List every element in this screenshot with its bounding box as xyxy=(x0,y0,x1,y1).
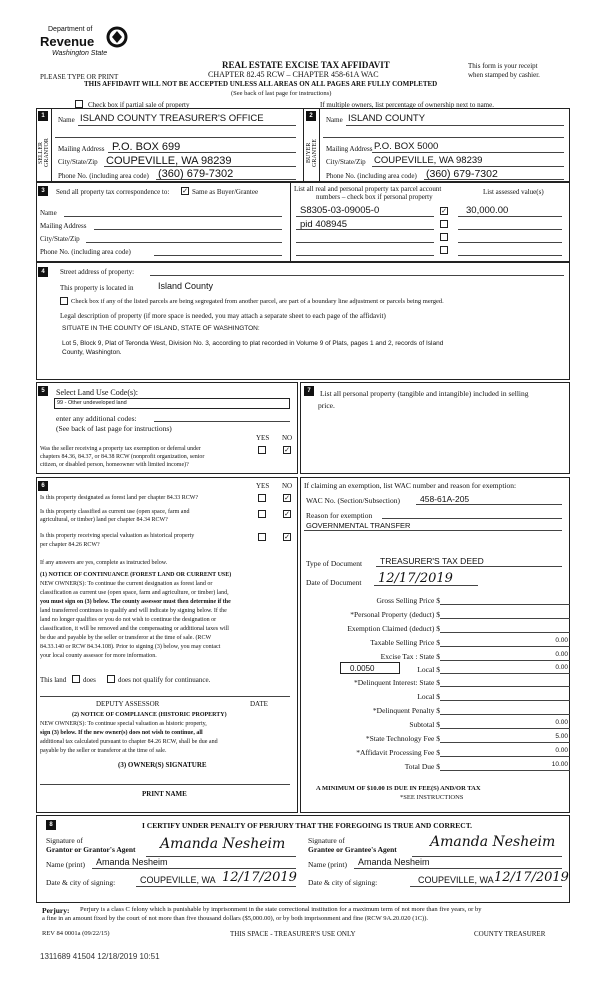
grantor-sig-label2: Grantor or Grantor's Agent xyxy=(46,845,136,854)
date-of-document-value[interactable]: 12/17/2019 xyxy=(378,571,453,586)
recording-stamp: 1311689 41504 12/18/2019 10:51 xyxy=(40,952,160,961)
deputy-assessor-label: DEPUTY ASSESSOR xyxy=(96,700,160,708)
partial-sale-checkbox[interactable] xyxy=(75,100,83,108)
calc-value-subtotal[interactable]: 0.00 xyxy=(555,719,568,726)
legal-description-line2[interactable]: County, Washington. xyxy=(62,349,122,356)
parcel-header-1: List all real and personal property tax parcel account xyxy=(294,185,442,193)
type-of-document-value[interactable]: TREASURER'S TAX DEED xyxy=(380,556,484,566)
form-revision: REV 84 0001a (09/22/15) xyxy=(42,930,110,937)
segregated-label: Check box if any of the listed parcels are being segregated from another parcel, are part of a boundary line adjustment or parcels being merged. xyxy=(71,298,444,305)
calc-label-processing-fee: *Affidavit Processing Fee $ xyxy=(356,748,440,757)
sec6-q3-no-checkbox[interactable]: ✓ xyxy=(284,533,290,541)
section-5-number: 5 xyxy=(38,386,48,396)
grantee-name-label: Name (print) xyxy=(308,860,347,869)
section-8-number: 8 xyxy=(46,820,56,830)
see-instructions-note: *SEE INSTRUCTIONS xyxy=(400,794,464,801)
perjury-label: Perjury: xyxy=(42,906,70,915)
calc-label-exemption: Exemption Claimed (deduct) $ xyxy=(347,624,440,633)
partial-sale-label: Check box if partial sale of property xyxy=(88,101,190,109)
sec6-q1-no-checkbox[interactable]: ✓ xyxy=(284,494,290,502)
calc-value-excise-local[interactable]: 0.00 xyxy=(555,664,568,671)
land-does-not-checkbox[interactable] xyxy=(107,675,115,683)
calc-value-total-due[interactable]: 10.00 xyxy=(551,761,568,768)
sec6-q1-yes-checkbox[interactable] xyxy=(258,494,266,502)
notice1-line-8: your local county assessor for more information. xyxy=(40,653,157,659)
perjury-line1: Perjury is a class C felony which is punishable by imprisonment in the state correctional institution for a maximum term of not more than five years, or by xyxy=(80,906,482,913)
section-1-number: 1 xyxy=(38,111,48,121)
buyer-city-value[interactable]: COUPEVILLE, WA 98239 xyxy=(374,155,483,166)
calc-label-technology-fee: *State Technology Fee $ xyxy=(365,734,440,743)
calc-label-penalty: *Delinquent Penalty $ xyxy=(372,706,440,715)
located-label: This property is located in xyxy=(60,284,134,292)
seller-name-value[interactable]: ISLAND COUNTY TREASURER'S OFFICE xyxy=(80,113,264,124)
receipt-line1: This form is your receipt xyxy=(468,62,538,70)
calc-label-subtotal: Subtotal $ xyxy=(409,720,440,729)
land-does-checkbox[interactable] xyxy=(72,675,80,683)
parcel-2-id[interactable]: pid 408945 xyxy=(300,219,348,230)
notice1-line-6: be due and payable by the seller or transferor at the time of sale. (RCW xyxy=(40,635,212,641)
send-correspondence-label: Send all property tax correspondence to: xyxy=(56,188,170,196)
sec3-mailing-label: Mailing Address xyxy=(40,222,87,230)
seller-city-label: City/State/Zip xyxy=(58,158,98,166)
buyer-name-label: Name xyxy=(326,116,343,124)
county-treasurer: COUNTY TREASURER xyxy=(474,930,546,938)
situate-text: SITUATE IN THE COUNTY OF ISLAND, STATE OF WASHINGTON: xyxy=(62,325,260,332)
parcel-header-2: numbers – check box if personal property xyxy=(316,193,433,201)
parcel-1-value[interactable]: 30,000.00 xyxy=(466,205,509,216)
seller-mailing-label: Mailing Address xyxy=(58,145,105,153)
buyer-name-value[interactable]: ISLAND COUNTY xyxy=(348,113,426,124)
calc-label-excise-local: Local $ xyxy=(417,665,440,674)
notice1-line-7: 84.33.140 or RCW 84.34.108). Prior to signing (3) below, you may contact xyxy=(40,644,221,650)
street-address-label: Street address of property: xyxy=(60,268,135,276)
dor-logo-mark xyxy=(106,26,128,48)
notice2-line-0: NEW OWNER(S): To continue special valuation as historic property, xyxy=(40,721,207,727)
type-of-document-label: Type of Document xyxy=(306,559,363,568)
form-warning: THIS AFFIDAVIT WILL NOT BE ACCEPTED UNLESS ALL AREAS ON ALL PAGES ARE FULLY COMPLETED xyxy=(84,80,438,88)
wac-value[interactable]: 458-61A-205 xyxy=(420,494,470,504)
section-4 xyxy=(36,262,570,380)
claiming-exemption-label: If claiming an exemption, list WAC number and reason for exemption: xyxy=(304,481,517,490)
parcel-1-id[interactable]: S8305-03-09005-0 xyxy=(300,205,380,216)
sec5-q1-line3: citizen, or disabled person, homeowner with limited income)? xyxy=(40,462,189,468)
buyer-grantee-label: BUYER GRANTEE xyxy=(306,139,318,167)
reason-value[interactable]: GOVERNMENTAL TRANSFER xyxy=(306,521,411,530)
sec5-q1-line1: Was the seller receiving a property tax exemption or deferral under xyxy=(40,446,201,452)
please-type: PLEASE TYPE OR PRINT xyxy=(40,73,119,81)
calc-value-taxable[interactable]: 0.00 xyxy=(555,637,568,644)
grantee-signature[interactable]: Amanda Nesheim xyxy=(430,834,556,850)
grantee-date-value[interactable]: 12/17/2019 xyxy=(494,870,569,885)
same-as-buyer-checkbox[interactable]: ✓ xyxy=(182,187,188,195)
notice1-line-4: land no longer qualifies or you do not wish to continue the designation or xyxy=(40,617,217,623)
grantor-sig-label1: Signature of xyxy=(46,836,83,845)
dept-line1: Department of xyxy=(48,26,93,33)
personal-property-label: List all personal property (tangible and intangible) included in selling xyxy=(320,389,529,398)
land-use-code-value: 99 - Other undeveloped land xyxy=(57,400,127,406)
sec5-yes-header: YES xyxy=(256,434,270,442)
seller-grantor-label: SELLER GRANTOR xyxy=(38,138,50,168)
legal-description-line1[interactable]: Lot 5, Block 9, Plat of Teronda West, Division No. 3, according to plat recorded in Volume 9 of Plats, pages 1 and 2, records of Island xyxy=(62,340,444,347)
sec6-q2-line1: Is this property classified as current use (open space, farm and xyxy=(40,509,190,515)
notice-continuance-title: (1) NOTICE OF CONTINUANCE (FOREST LAND OR CURRENT USE) xyxy=(40,572,232,578)
grantee-city-value[interactable]: COUPEVILLE, WA xyxy=(418,875,494,885)
land-does-label: does xyxy=(83,676,96,684)
notice2-line-2: additional tax calculated pursuant to chapter 84.26 RCW, shall be due and xyxy=(40,739,218,745)
reason-label: Reason for exemption xyxy=(306,511,373,520)
section-7-number: 7 xyxy=(304,386,314,396)
sec6-if-yes: If any answers are yes, complete as instructed below. xyxy=(40,560,168,566)
parcel-1-personal-checkbox[interactable]: ✓ xyxy=(441,207,447,215)
section-4-number: 4 xyxy=(38,267,48,277)
sec3-city-label: City/State/Zip xyxy=(40,235,80,243)
sec5-no-header: NO xyxy=(282,434,293,442)
calc-label-excise-state: Excise Tax : State $ xyxy=(380,652,440,661)
notice2-line-3: payable by the seller or transferor at the time of sale. xyxy=(40,748,167,754)
seller-phone-value[interactable]: (360) 679-7302 xyxy=(158,168,234,180)
notice1-line-0: NEW OWNER(S): To continue the current designation as forest land or xyxy=(40,581,213,587)
personal-property-price: price. xyxy=(318,401,335,410)
see-back-sec5: (See back of last page for instructions) xyxy=(56,424,172,433)
sec6-q2-line2: agricultural, or timber) land per chapter 84.34 RCW? xyxy=(40,517,168,523)
sec5-q1-yes-checkbox[interactable] xyxy=(258,446,266,454)
grantor-name-label: Name (print) xyxy=(46,860,85,869)
calc-value-processing-fee[interactable]: 0.00 xyxy=(555,747,568,754)
assessed-header: List assessed value(s) xyxy=(483,188,544,196)
sec6-q2-no-checkbox[interactable]: ✓ xyxy=(284,510,290,518)
section-2-number: 2 xyxy=(306,111,316,121)
sec5-q1-line2: chapters 84.36, 84.37, or 84.38 RCW (nonprofit organization, senior xyxy=(40,454,205,460)
sec6-no-header: NO xyxy=(282,482,293,490)
certify-statement: I CERTIFY UNDER PENALTY OF PERJURY THAT THE FOREGOING IS TRUE AND CORRECT. xyxy=(142,821,473,830)
buyer-mailing-value[interactable]: P.O. BOX 5000 xyxy=(374,141,439,152)
notice1-line-1: classification as current use (open space, farm and agriculture, or timber) land, xyxy=(40,590,229,596)
sec6-yes-header: YES xyxy=(256,482,270,490)
sec6-q3-yes-checkbox[interactable] xyxy=(258,533,266,541)
see-back-header: (See back of last page for instructions) xyxy=(231,90,332,97)
grantor-date-label: Date & city of signing: xyxy=(46,878,116,887)
grantor-date-value[interactable]: 12/17/2019 xyxy=(222,870,297,885)
grantor-city-value[interactable]: COUPEVILLE, WA xyxy=(140,875,216,885)
section-3-number: 3 xyxy=(38,186,48,196)
calc-value-excise-state[interactable]: 0.00 xyxy=(555,651,568,658)
seller-mailing-value[interactable]: P.O. BOX 699 xyxy=(112,141,181,153)
minimum-due-note: A MINIMUM OF $10.00 IS DUE IN FEE(S) AND/OR TAX xyxy=(316,785,481,792)
located-value[interactable]: Island County xyxy=(158,281,214,291)
buyer-phone-label: Phone No. (including area code) xyxy=(326,172,417,180)
grantor-name-value[interactable]: Amanda Nesheim xyxy=(96,857,168,867)
buyer-city-label: City/State/Zip xyxy=(326,158,366,166)
calc-value-technology-fee[interactable]: 5.00 xyxy=(555,733,568,740)
buyer-mailing-label: Mailing Address xyxy=(326,145,373,153)
sec6-q3-line1: Is this property receiving special valuation as historical property xyxy=(40,533,195,539)
segregated-checkbox[interactable] xyxy=(60,297,68,305)
form-chapter: CHAPTER 82.45 RCW – CHAPTER 458-61A WAC xyxy=(208,70,379,79)
owner-signature-label: (3) OWNER(S) SIGNATURE xyxy=(118,761,207,769)
grantee-sig-label1: Signature of xyxy=(308,836,345,845)
land-does-not-label: does not qualify for continuance. xyxy=(118,676,211,684)
grantee-date-label: Date & city of signing: xyxy=(308,878,378,887)
deputy-date-label: DATE xyxy=(250,700,268,708)
calc-label-gross: Gross Selling Price $ xyxy=(376,596,440,605)
grantee-sig-label2: Grantee or Grantee's Agent xyxy=(308,845,397,854)
seller-city-value[interactable]: COUPEVILLE, WA 98239 xyxy=(106,155,232,167)
dept-line2: Revenue xyxy=(40,34,95,49)
notice1-line-2: you must sign on (3) below. The county assessor must then determine if the xyxy=(40,599,231,605)
notice-compliance-title: (2) NOTICE OF COMPLIANCE (HISTORIC PROPERTY) xyxy=(72,712,227,718)
wac-label: WAC No. (Section/Subsection) xyxy=(306,496,400,505)
calc-label-personal: *Personal Property (deduct) $ xyxy=(350,610,440,619)
calc-label-taxable: Taxable Selling Price $ xyxy=(370,638,440,647)
calc-label-interest-state: *Delinquent Interest: State $ xyxy=(353,678,440,687)
perjury-line2: a fine in an amount fixed by the court of not more than five thousand dollars ($5,000.00), or by both imprisonment and fine (RCW 9A.20.020 (1C)). xyxy=(42,915,429,922)
seller-phone-label: Phone No. (including area code) xyxy=(58,172,149,180)
section-6-number: 6 xyxy=(38,481,48,491)
grantee-name-value[interactable]: Amanda Nesheim xyxy=(358,857,430,867)
notice1-line-3: land transferred continues to qualify and will indicate by signing below. If the xyxy=(40,608,227,614)
multiple-owners-note: If multiple owners, list percentage of ownership next to name. xyxy=(320,101,494,109)
dor-logo xyxy=(40,26,130,68)
notice2-line-1: sign (3) below. If the new owner(s) does not wish to continue, all xyxy=(40,730,203,736)
parcel-3-personal-checkbox[interactable] xyxy=(440,233,448,241)
parcel-2-personal-checkbox[interactable] xyxy=(440,220,448,228)
calc-label-total-due: Total Due $ xyxy=(404,762,440,771)
this-land-label: This land xyxy=(40,676,67,684)
sec3-name-label: Name xyxy=(40,209,57,217)
sec3-phone-label: Phone No. (including area code) xyxy=(40,248,131,256)
date-of-document-label: Date of Document xyxy=(306,578,362,587)
calc-label-interest-local: Local $ xyxy=(417,692,440,701)
form-title: REAL ESTATE EXCISE TAX AFFIDAVIT xyxy=(222,60,390,70)
additional-codes-label: enter any additional codes: xyxy=(56,414,137,423)
dept-line3: Washington State xyxy=(52,50,108,57)
sec6-q2-yes-checkbox[interactable] xyxy=(258,510,266,518)
treasurer-space: THIS SPACE - TREASURER'S USE ONLY xyxy=(230,930,356,938)
grantor-signature[interactable]: Amanda Nesheim xyxy=(160,836,286,852)
sec6-q3-line2: per chapter 84.26 RCW? xyxy=(40,542,100,548)
buyer-phone-value[interactable]: (360) 679-7302 xyxy=(426,168,498,180)
seller-name-label: Name xyxy=(58,116,75,124)
notice1-line-5: classification, it will be removed and the compensating or additional taxes will xyxy=(40,626,229,632)
receipt-line2: when stamped by cashier. xyxy=(468,71,540,79)
print-name-label: PRINT NAME xyxy=(142,790,187,798)
parcel-4-personal-checkbox[interactable] xyxy=(440,246,448,254)
sec6-q1: Is this property designated as forest land per chapter 84.33 RCW? xyxy=(40,495,199,501)
same-as-buyer-label: Same as Buyer/Grantee xyxy=(192,188,259,196)
local-rate-value: 0.0050 xyxy=(350,664,375,673)
legal-description-label: Legal description of property (if more space is needed, you may attach a separate sheet to each page of the affidavit) xyxy=(60,312,386,320)
sec5-q1-no-checkbox[interactable]: ✓ xyxy=(284,446,290,454)
select-land-use-label: Select Land Use Code(s): xyxy=(56,388,138,397)
